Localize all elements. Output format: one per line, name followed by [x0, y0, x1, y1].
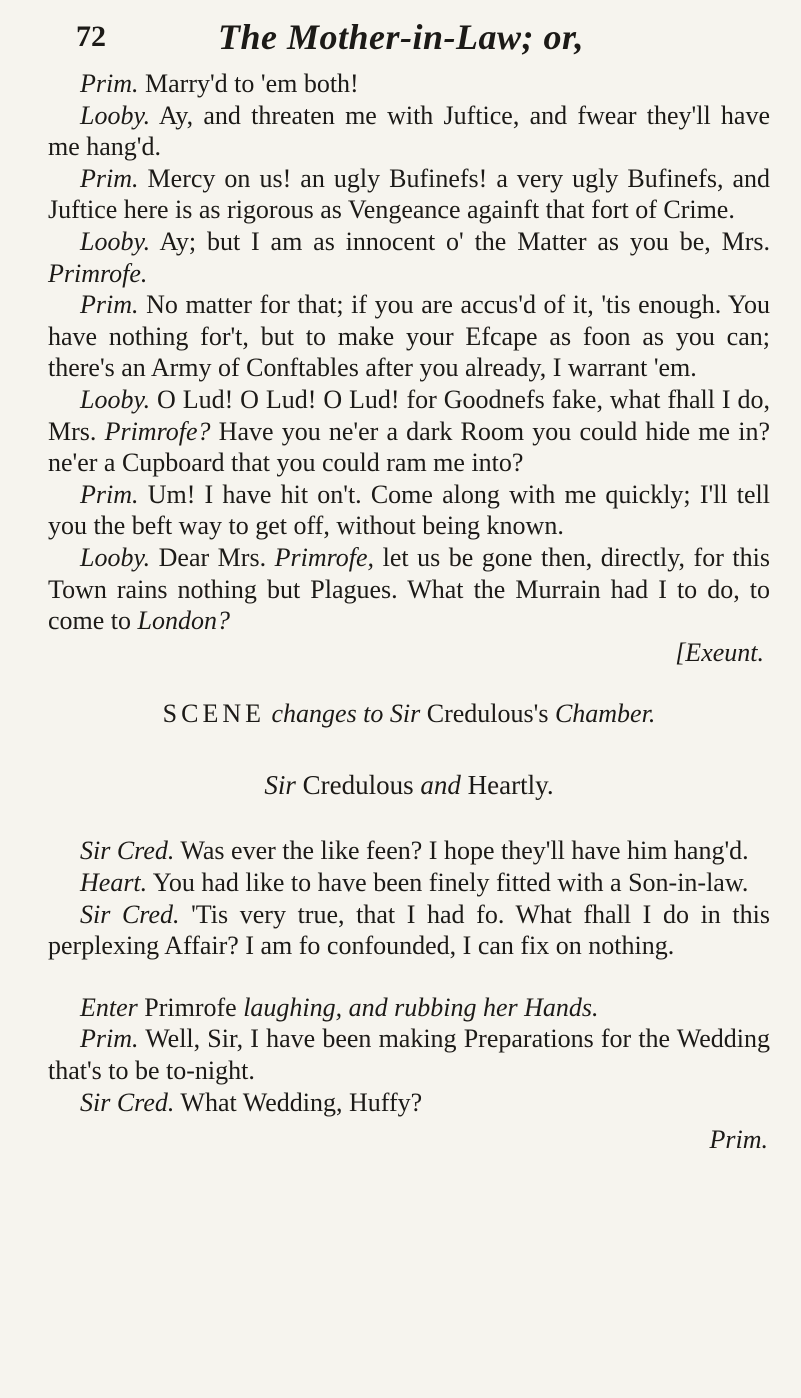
speaker-name: Looby.	[80, 542, 151, 572]
running-head: The Mother-in-Law; or,	[218, 17, 585, 57]
character-name: Primrofe,	[274, 542, 375, 572]
persons-sir: Sir	[264, 769, 296, 800]
speech-text: Well, Sir, I have been making Preparations for the Wedding that's to be to-night.	[48, 1024, 770, 1086]
speaker-name: Sir Cred.	[80, 836, 175, 866]
speaker-name: Prim.	[80, 69, 139, 98]
speech-text: Was ever the like feen? I hope they'll have him hang'd.	[180, 836, 749, 866]
speech	[48, 384, 770, 479]
speech-text: 'Tis very true, that I had fo. What fhall I do in this perplexing Affair? I am fo confounded, I can fix on nothing.	[48, 899, 770, 961]
speech-text: Marry'd to 'em both!	[145, 69, 359, 98]
speaker-name: Prim.	[80, 163, 139, 193]
persons-credulous: Credulous	[302, 769, 414, 800]
speech	[48, 226, 770, 289]
speech	[48, 899, 770, 962]
speaker-name: Sir Cred.	[80, 1087, 175, 1117]
scene-changes: changes to Sir	[271, 699, 421, 729]
place-name: London?	[137, 606, 230, 636]
speech	[48, 100, 770, 163]
speaker-name: Looby.	[80, 226, 151, 256]
page-number: 72	[76, 20, 106, 53]
stage-direction-exeunt: [Exeunt.	[675, 637, 764, 667]
scene-heading	[48, 698, 770, 730]
enter-word: Enter	[80, 992, 138, 1022]
speech-text: Dear Mrs.	[158, 542, 267, 572]
speech-text: Mercy on us! an ugly Bufinefs! a very ugly Bufinefs, and Juftice here is as rigorous as Vengeance againft that fort of Crime.	[48, 163, 771, 225]
scene-chamber: Chamber.	[554, 699, 656, 729]
enter-action: laughing, and rubbing her Hands.	[243, 992, 599, 1022]
speech	[48, 867, 770, 899]
speech-text: Um! I have hit on't. Come along with me quickly; I'll tell you the beft way to get off, without being known.	[48, 479, 770, 541]
persons-heartly: Heartly.	[467, 769, 554, 800]
speech-text: O Lud! O Lud! O Lud! for Goodnefs fake, what fhall I do, Mrs.	[48, 384, 770, 446]
persons-and: and	[420, 769, 461, 800]
speech-text: What Wedding, Huffy?	[180, 1087, 423, 1117]
speaker-name: Looby.	[80, 384, 151, 414]
speech	[48, 289, 770, 384]
speech-text: let us be gone then, directly, for this Town rains nothing but Plagues. What the Murrain had I to do, to come to	[48, 542, 770, 636]
speech	[48, 163, 770, 226]
speech-text: Ay; but I am as innocent o' the Matter as you be, Mrs.	[159, 226, 770, 256]
page-header	[48, 14, 770, 68]
speech	[48, 542, 770, 637]
speaker-name: Prim.	[80, 290, 139, 320]
catchword: Prim.	[709, 1125, 768, 1155]
speech	[48, 1023, 770, 1086]
scene-persons	[48, 770, 770, 802]
character-name: Primrofe?	[104, 416, 211, 446]
speech	[48, 835, 770, 867]
speech-text: Ay, and threaten me with Juftice, and fwear they'll have me hang'd.	[48, 100, 770, 162]
scene-word: SCENE	[162, 699, 265, 729]
speech	[48, 1087, 770, 1119]
speaker-name: Heart.	[80, 868, 148, 898]
character-name: Primrofe.	[48, 258, 148, 288]
speech	[48, 479, 770, 542]
speaker-name: Prim.	[80, 479, 139, 509]
stage-direction-enter	[48, 992, 770, 1024]
speaker-name: Looby.	[80, 100, 151, 130]
speech-text: You had like to have been finely fitted with a Son-in-law.	[152, 868, 749, 898]
enter-character: Primrofe	[144, 992, 237, 1022]
speaker-name: Sir Cred.	[80, 899, 180, 929]
speech-text: No matter for that; if you are accus'd of it, 'tis enough. You have nothing for't, but to make your Efcape as foon as you can; there's an Army of Conftables after you already, I warrant 'em.	[48, 290, 770, 383]
speaker-name: Prim.	[80, 1024, 139, 1054]
scene-character: Credulous's	[426, 699, 549, 729]
speech	[48, 68, 770, 100]
speech-text: Have you ne'er a dark Room you could hide me in? ne'er a Cupboard that you could ram me into?	[48, 416, 771, 478]
book-page	[48, 14, 770, 1156]
